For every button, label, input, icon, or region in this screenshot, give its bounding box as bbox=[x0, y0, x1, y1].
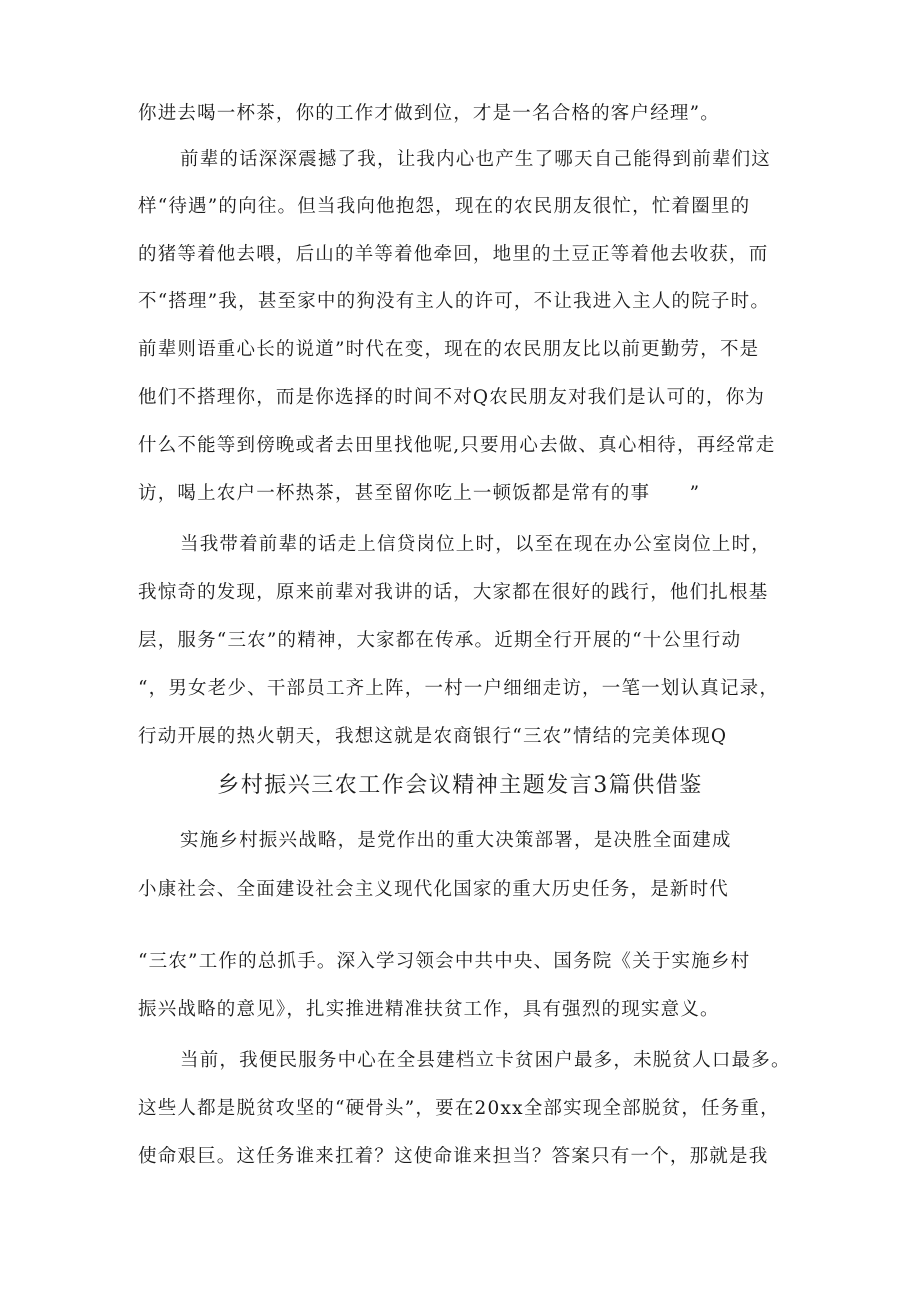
body-text-line: 访，喝上农户一杯热茶，甚至留你吃上一顿饭都是常有的事 ” bbox=[138, 483, 701, 504]
body-text-line: 前辈则语重心长的说道”时代在变，现在的农民朋友比以前更勤劳，不是 bbox=[138, 339, 760, 360]
body-text-line: 样“待遇”的向往。但当我向他抱怨，现在的农民朋友很忙，忙着圈里的 bbox=[138, 196, 751, 217]
body-text-line: 层，服务“三农”的精神，大家都在传承。近期全行开展的“十公里行动 bbox=[138, 630, 742, 651]
body-text-line: 行动开展的热火朝天，我想这就是农商银行“三农”情结的完美体现Q bbox=[138, 726, 728, 747]
body-text-line: 什么不能等到傍晚或者去田里找他呢,只要用心去做、真心相待，再经常走 bbox=[138, 435, 776, 456]
body-text-line: 当前，我便民服务中心在全县建档立卡贫困户最多，未脱贫人口最多。 bbox=[180, 1050, 791, 1071]
section-title: 乡村振兴三农工作会议精神主题发言3篇供借鉴 bbox=[217, 773, 703, 798]
body-text-line: 振兴战略的意见》，扎实推进精准扶贫工作，具有强烈的现实意义。 bbox=[138, 999, 720, 1020]
body-text-line: 我惊奇的发现，原来前辈对我讲的话，大家都在很好的践行，他们扎根基 bbox=[138, 582, 769, 603]
body-text-line: “，男女老少、干部员工齐上阵，一村一户细细走访，一笔一划认真记录， bbox=[138, 678, 780, 699]
body-text-line: 这些人都是脱贫攻坚的“硬骨头”，要在20xx全部实现全部脱贫，任务重， bbox=[138, 1098, 780, 1119]
body-text-line: 实施乡村振兴战略，是党作出的重大决策部署，是决胜全面建成 bbox=[180, 830, 732, 851]
body-text-line: 当我带着前辈的话走上信贷岗位上时，以至在现在办公室岗位上时， bbox=[180, 534, 772, 555]
body-text-line: 前辈的话深深震撼了我，让我内心也产生了哪天自己能得到前辈们这 bbox=[180, 149, 772, 170]
body-text-line: 他们不搭理你，而是你选择的时间不对Q农民朋友对我们是认可的，你为 bbox=[138, 387, 766, 408]
body-text-line: 小康社会、全面建设社会主义现代化国家的重大历史任务，是新时代 bbox=[138, 879, 730, 900]
body-text-line: 不“搭理”我，甚至家中的狗没有主人的许可，不让我进入主人的院子时。 bbox=[138, 291, 771, 312]
body-text-line: “三农”工作的总抓手。深入学习领会中共中央、国务院《关于实施乡村 bbox=[138, 951, 751, 972]
body-text-line: 使命艰巨。这任务谁来扛着？这使命谁来担当？答案只有一个，那就是我 bbox=[138, 1146, 769, 1167]
body-text-line: 你进去喝一杯茶，你的工作才做到位，才是一名合格的客户经理”。 bbox=[138, 103, 720, 124]
body-text-line: 的猪等着他去喂，后山的羊等着他牵回，地里的土豆正等着他去收获，而 bbox=[138, 244, 769, 265]
